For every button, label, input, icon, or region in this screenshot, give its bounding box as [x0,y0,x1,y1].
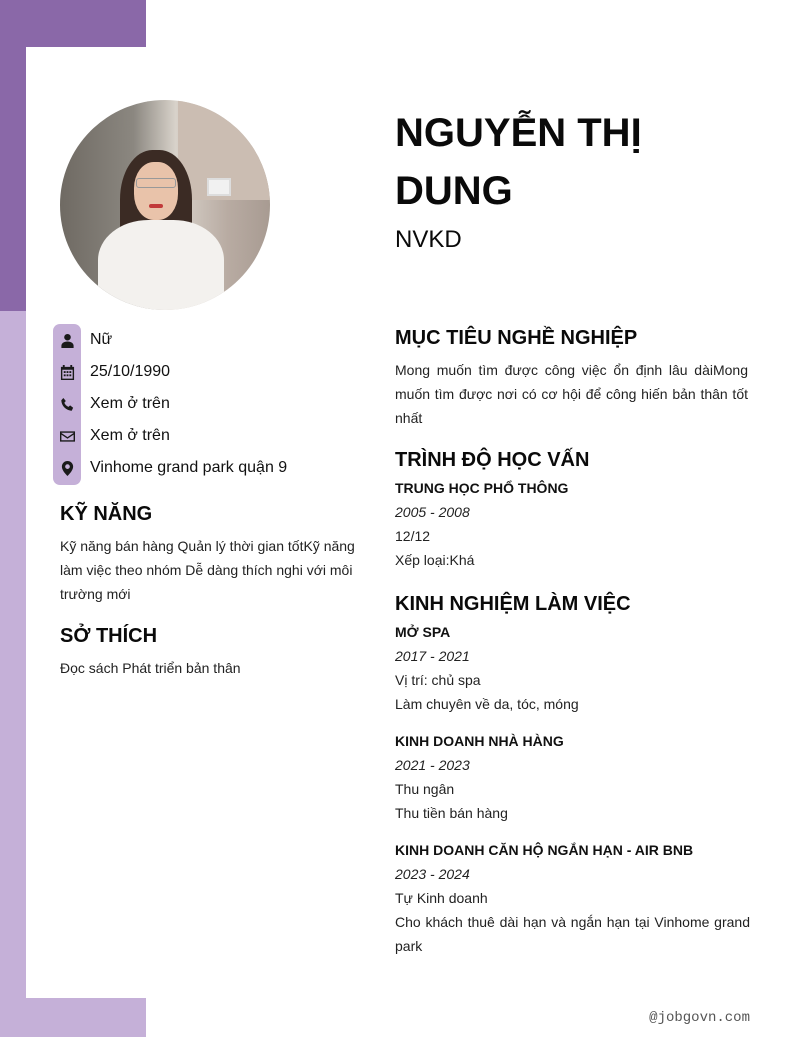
contact-list [53,324,287,484]
decorative-bar-bottom [0,998,146,1037]
contact-birthday [53,356,287,388]
entry-detail: Vị trí: chủ spa [395,672,481,688]
experience-entry [395,838,750,958]
decorative-bar-left-dark [0,0,26,311]
entry-date: 2005 - 2008 [395,504,470,520]
phone-icon [53,388,81,420]
hobbies-title: SỞ THÍCH [60,625,158,647]
experience-entry [395,729,750,825]
hobbies-section [60,625,360,680]
objective-title: MỤC TIÊU NGHỀ NGHIỆP [395,327,638,349]
education-title: TRÌNH ĐỘ HỌC VẤN [395,449,590,471]
entry-detail: Xếp loại:Khá [395,552,475,568]
entry-title: TRUNG HỌC PHỔ THÔNG [395,480,569,496]
decorative-bar-left-light [0,311,26,1037]
contact-email [53,420,287,452]
contact-gender [53,324,287,356]
calendar-icon [53,356,81,388]
entry-date: 2017 - 2021 [395,648,470,664]
entry-date: 2023 - 2024 [395,866,470,882]
entry-detail: Thu tiền bán hàng [395,805,508,821]
hobbies-text: Đọc sách Phát triển bản thân [60,660,241,676]
education-entry [395,476,748,572]
contact-address [53,452,287,484]
entry-title: KINH DOANH NHÀ HÀNG [395,733,564,749]
profile-photo [60,100,270,310]
contact-value: Xem ở trên [90,427,170,444]
watermark: @jobgovn.com [649,1010,750,1026]
location-icon [53,452,81,484]
contact-value: 25/10/1990 [90,363,171,380]
contact-value: Vinhome grand park quận 9 [90,459,288,476]
entry-detail: Cho khách thuê dài hạn và ngắn hạn tại Vinhome grand park [395,914,750,954]
objective-section [395,327,748,430]
contact-value: Nữ [90,331,113,348]
entry-title: MỞ SPA [395,624,451,640]
entry-detail: 12/12 [395,528,431,544]
entry-detail: Làm chuyên về da, tóc, móng [395,696,579,712]
education-section [395,449,748,585]
objective-text: Mong muốn tìm được công việc ổn định lâu dàiMong muốn tìm được nơi có cơ hội để công hiến bản thân tốt nhất [395,362,748,426]
experience-entry [395,620,750,716]
entry-detail: Thu ngân [395,781,455,797]
entry-title: KINH DOANH CĂN HỘ NGẮN HẠN - AIR BNB [395,842,694,858]
candidate-role: NVKD [395,226,462,253]
contact-phone [53,388,287,420]
skills-title: KỸ NĂNG [60,503,153,525]
entry-detail: Tự Kinh doanh [395,890,488,906]
experience-title: KINH NGHIỆM LÀM VIỆC [395,593,631,615]
person-icon [53,324,81,356]
email-icon [53,420,81,452]
skills-section [60,503,360,606]
experience-section [395,593,750,971]
candidate-name: NGUYỄN THỊ DUNG [395,111,642,213]
skills-text: Kỹ năng bán hàng Quản lý thời gian tốtKỹ năng làm việc theo nhóm Dễ dàng thích nghi với môi trường mới [60,538,355,602]
contact-value: Xem ở trên [90,395,170,412]
entry-date: 2021 - 2023 [395,757,470,773]
